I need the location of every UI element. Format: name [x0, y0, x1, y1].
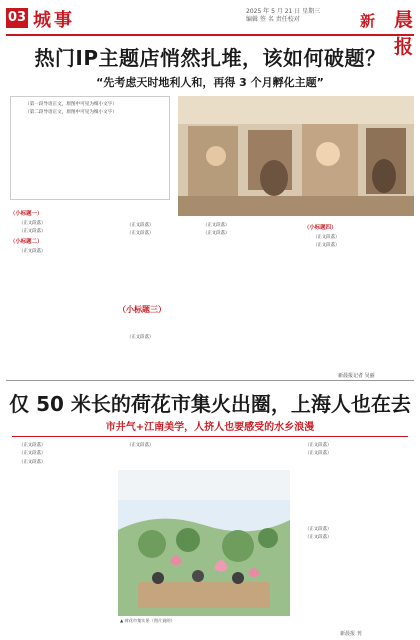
body-paragraph: （正文段落）	[19, 248, 46, 254]
story1-subheadline: “先考虑天时地利人和，再得 3 个月孵化主题”	[96, 76, 324, 89]
body-paragraph: （正文段落）	[19, 459, 46, 465]
story1-column-1	[10, 208, 112, 376]
body-paragraph: （正文段落）	[203, 223, 230, 228]
intro-paragraph: （第二段导语正文，原图中可见为细小文字）	[25, 109, 117, 115]
story1-column-3	[194, 222, 298, 376]
lotus-market-illustration	[118, 470, 290, 616]
story2-rule	[12, 436, 408, 437]
body-paragraph: （正文段落）	[305, 527, 332, 532]
body-paragraph: （正文段落）	[313, 235, 340, 240]
body-paragraph: （正文段落）	[19, 451, 46, 457]
story-separator	[6, 380, 414, 381]
story1-subhead: （小标题二）	[10, 238, 43, 245]
masthead-logo	[360, 4, 414, 58]
body-paragraph: （正文段落）	[305, 451, 332, 457]
store-interior-illustration	[178, 96, 414, 216]
body-paragraph: （正文段落）	[305, 535, 332, 541]
logo-left: 新	[360, 12, 376, 30]
story1-subhead: （小标题一）	[10, 211, 43, 217]
story2-column-1	[10, 442, 112, 624]
body-paragraph: （正文段落）	[19, 443, 46, 448]
section-title: 城事	[33, 10, 75, 31]
story2-headline: 仅 50 米长的荷花市集火出圈，上海人也在去	[9, 392, 411, 416]
dateline	[246, 8, 320, 24]
section-number: 03	[6, 8, 28, 28]
body-paragraph: （正文段落）	[19, 221, 46, 226]
story1-column-4	[304, 222, 414, 368]
story1-column-2b	[118, 334, 188, 376]
story1-photo	[178, 96, 414, 216]
story2-subheadline: 市井气+江南美学，人挤人也要感受的水乡浪漫	[105, 422, 315, 433]
body-paragraph: （正文段落）	[305, 443, 332, 448]
logo-right: 晨报	[394, 9, 414, 58]
story2-column-2-top	[118, 442, 290, 468]
footer-credit: 新晨报 刊	[340, 631, 362, 637]
editor-line: 编辑 签 名 责任校对	[246, 16, 300, 23]
pull-subhead-text: （小标题三）	[118, 305, 166, 314]
body-paragraph: （正文段落）	[127, 223, 154, 228]
story1-byline: 新晨报记者 吴丽	[338, 373, 375, 379]
body-paragraph: （正文段落）	[127, 335, 154, 340]
story2-photo-caption: ▲ 荷花市集实景（图片说明）	[120, 618, 175, 623]
body-paragraph: （正文段落）	[127, 443, 154, 448]
story1-pull-subhead	[118, 304, 186, 330]
date-line: 2025 年 5 月 21 日 星期三	[246, 8, 321, 15]
story1-headline: 热门IP主题店悄然扎堆，该如何破题？	[34, 46, 386, 70]
body-paragraph: （正文段落）	[19, 229, 46, 235]
header-rule	[6, 34, 414, 36]
story1-intro-box	[10, 96, 170, 200]
body-paragraph: （正文段落）	[127, 231, 154, 237]
story1-column-2	[118, 222, 188, 302]
story1-subhead: （小标题四）	[304, 225, 337, 231]
body-paragraph: （正文段落）	[203, 231, 230, 237]
story2-column-4	[296, 526, 414, 614]
story2-photo	[118, 470, 290, 616]
intro-paragraph: （第一段导语正文，原图中可见为细小文字）	[25, 102, 117, 107]
story2-column-3	[296, 442, 414, 522]
body-paragraph: （正文段落）	[313, 243, 340, 249]
